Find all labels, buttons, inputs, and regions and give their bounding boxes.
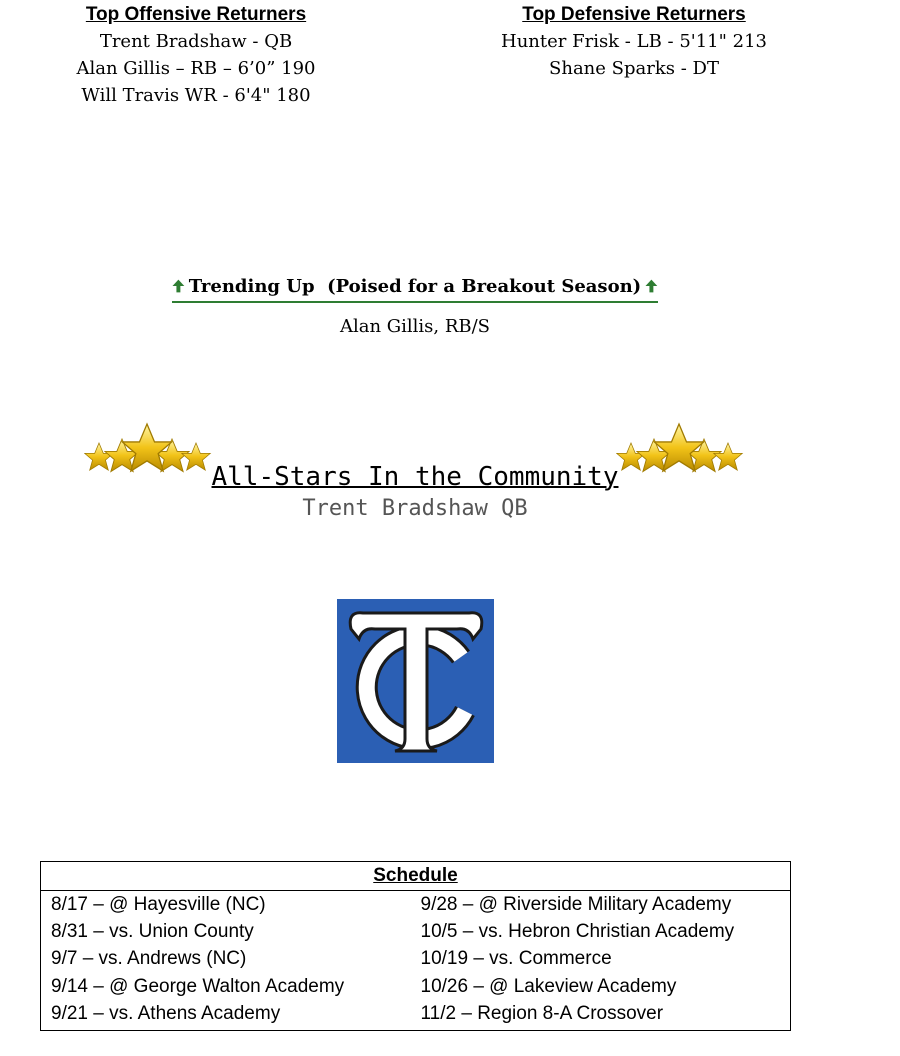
schedule-column-left — [51, 891, 421, 1027]
trending-up-player: Alan Gillis, RB/S — [339, 316, 491, 337]
schedule-header — [41, 862, 790, 891]
all-stars-title: All-Stars In the Community — [211, 462, 619, 492]
schedule-game: 9/28 – @ Riverside Military Academy — [420, 894, 732, 915]
schedule-game: 8/17 – @ Hayesville (NC) — [51, 894, 266, 915]
tc-logo — [337, 599, 494, 763]
trending-up-label: Trending Up (Poised for a Breakout Season) — [188, 275, 642, 297]
schedule-game: 8/31 – vs. Union County — [51, 921, 254, 943]
all-stars-player: Trent Bradshaw QB — [302, 496, 528, 521]
defensive-heading: Top Defensive Returners — [522, 4, 746, 25]
schedule-game: 10/26 – @ Lakeview Academy — [420, 975, 677, 997]
schedule-table — [40, 861, 791, 1031]
trending-up-banner — [172, 271, 658, 303]
defense-player: Hunter Frisk - LB - 5'11" 213 — [501, 31, 767, 52]
offense-player: Trent Bradshaw - QB — [99, 31, 293, 52]
schedule-games — [41, 891, 790, 1027]
up-arrow-icon — [172, 272, 185, 300]
schedule-heading: Schedule — [373, 865, 458, 886]
schedule-game: 9/21 – vs. Athens Academy — [51, 1002, 281, 1024]
up-arrow-icon — [645, 272, 658, 300]
offense-player: Alan Gillis – RB – 6’0” 190 — [76, 58, 316, 79]
offensive-heading: Top Offensive Returners — [85, 4, 307, 25]
offensive-returners — [36, 2, 356, 109]
schedule-column-right — [421, 891, 791, 1027]
offense-player: Will Travis WR - 6'4" 180 — [81, 85, 311, 106]
schedule-game: 9/14 – @ George Walton Academy — [51, 975, 345, 997]
defensive-returners — [474, 2, 794, 82]
schedule-game: 9/7 – vs. Andrews (NC) — [51, 948, 247, 970]
schedule-game: 10/19 – vs. Commerce — [420, 948, 612, 970]
schedule-game: 10/5 – vs. Hebron Christian Academy — [420, 921, 735, 943]
schedule-game: 11/2 – Region 8-A Crossover — [420, 1002, 664, 1024]
defense-player: Shane Sparks - DT — [549, 58, 719, 79]
